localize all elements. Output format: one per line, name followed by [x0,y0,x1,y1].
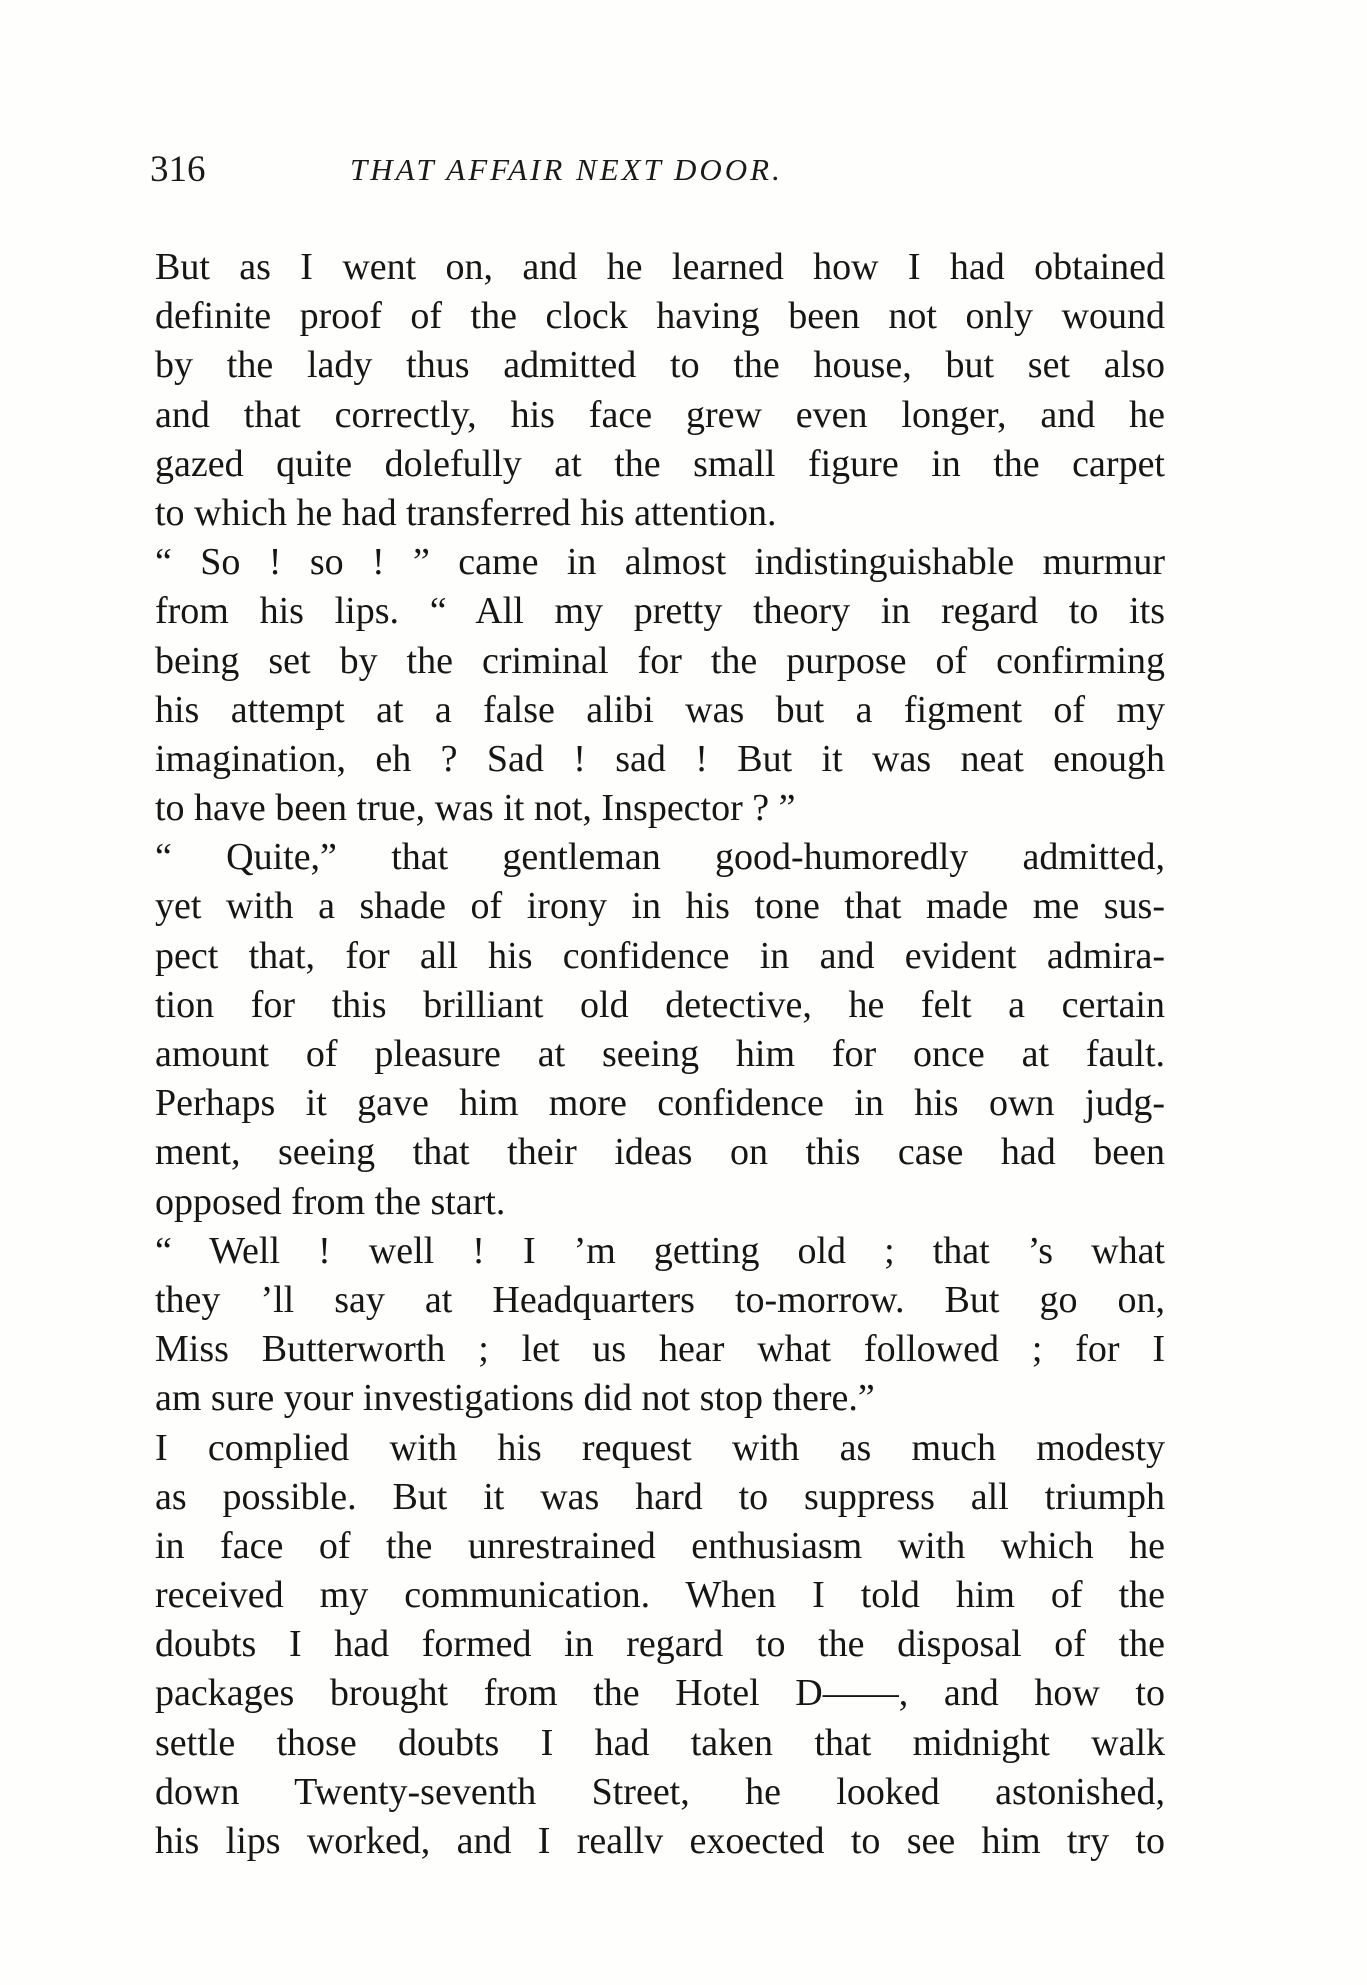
text-line: But as I went on, and he learned how I had obtained [155,246,1165,288]
text-line: to which he had transferred his attention. [155,491,777,534]
text-line: Miss Butterworth ; let us hear what followed ; for I [155,1328,1165,1371]
text-line: and that correctly, his face grew even longer, and he [155,393,1165,436]
page-header [150,140,1150,200]
text-line: from his lips. “ All my pretty theory in regard to its [155,590,1165,633]
text-line: imagination, eh ? Sad ! sad ! But it was neat enough [155,737,1165,780]
text-line: as possible. But it was hard to suppress all triumph [155,1475,1165,1518]
text-line: in face of the unrestrained enthusiasm with which he [155,1524,1165,1567]
text-line: his attempt at a false alibi was but a figment of my [155,688,1165,731]
text-line: received my communication. When I told him of the [155,1574,1165,1617]
text-line: Perhaps it gave him more confidence in his own judg- [155,1082,1165,1125]
text-line: gazed quite dolefully at the small figure in the carpet [155,442,1165,485]
text-line: they ’ll say at Headquarters to-morrow. But go on, [155,1278,1165,1321]
text-line: opposed from the start. [155,1180,506,1223]
text-line: definite proof of the clock having been not only wound [155,295,1165,338]
text-line: being set by the criminal for the purpose of confirming [155,639,1165,682]
text-line: tion for this brilliant old detective, he felt a certain [155,983,1165,1026]
text-line: yet with a shade of irony in his tone that made me sus- [155,885,1165,928]
text-line: settle those doubts I had taken that midnight walk [155,1721,1165,1764]
text-line: to have been true, was it not, Inspector ? ” [155,787,796,830]
text-line: am sure your investigations did not stop there.” [155,1377,875,1420]
text-line: down Twenty-seventh Street, he looked astonished, [155,1770,1165,1813]
text-line: pect that, for all his confidence in and evident admira- [155,934,1165,977]
text-line: amount of pleasure at seeing him for once at fault. [155,1033,1165,1075]
body-text [155,243,1165,1866]
page-number: 316 [150,149,206,190]
text-line: packages brought from the Hotel D——, and how to [155,1672,1165,1715]
text-line: “ So ! so ! ” came in almost indistinguishable murmur [155,541,1165,584]
text-line: by the lady thus admitted to the house, but set also [155,344,1165,387]
running-title: THAT AFFAIR NEXT DOOR. [350,152,783,187]
text-line: ment, seeing that their ideas on this case had been [155,1131,1165,1174]
text-line: “ Quite,” that gentleman good-humoredly admitted, [155,836,1165,879]
text-line: I complied with his request with as much modesty [155,1426,1165,1469]
text-line: “ Well ! well ! I ’m getting old ; that ’s what [155,1229,1165,1272]
text-line: doubts I had formed in regard to the disposal of the [155,1623,1165,1666]
text-line: his lips worked, and I reallv exoected to see him try to [155,1820,1165,1862]
